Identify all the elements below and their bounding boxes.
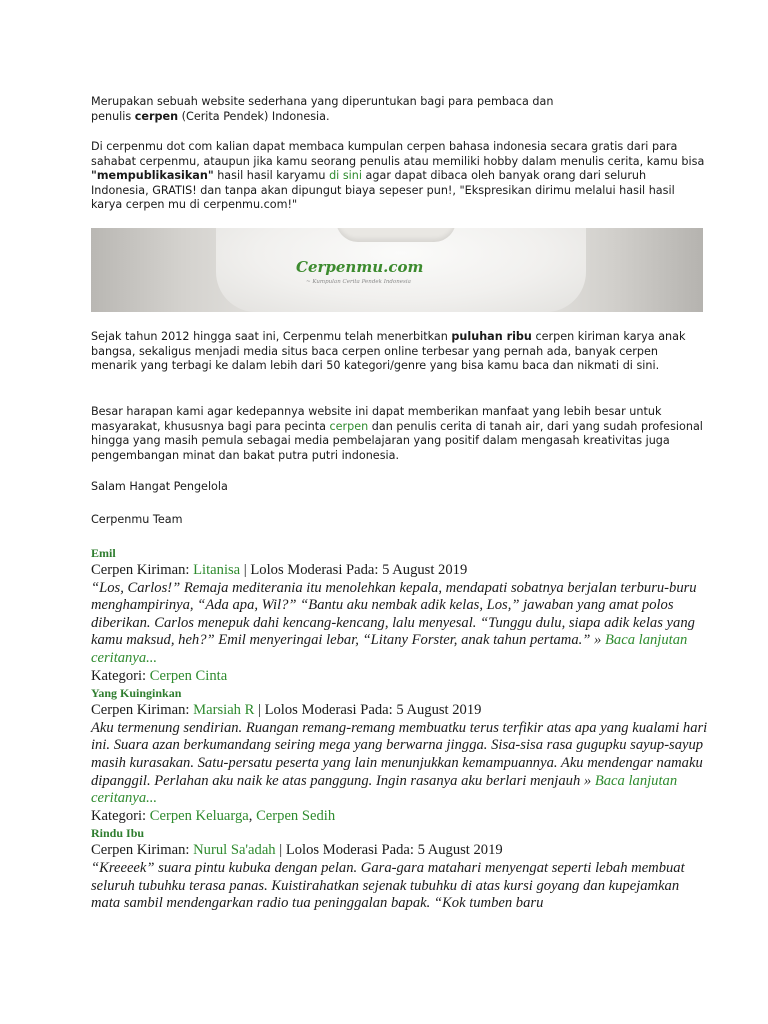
moderasi-label: | Lolos Moderasi Pada: <box>275 842 418 859</box>
story-list <box>91 545 711 913</box>
banner-tagline: ~ Kumpulan Cerita Pendek Indonesia <box>306 279 411 285</box>
cerpen-link[interactable]: cerpen <box>329 419 369 433</box>
kiriman-label: Cerpen Kiriman: <box>91 842 194 859</box>
intro-text: Merupakan sebuah website sederhana yang diperuntukan bagi para pembaca dan <box>91 95 554 108</box>
story-excerpt <box>91 860 711 913</box>
moderasi-label: | Lolos Moderasi Pada: <box>240 562 383 578</box>
category-link[interactable]: Cerpen Cinta <box>149 667 228 684</box>
intro-bold-puluhan: puluhan ribu <box>451 330 532 343</box>
intro-paragraph-1 <box>91 95 706 124</box>
signature <box>91 513 706 528</box>
story-title[interactable]: Emil <box>91 546 116 560</box>
story-title[interactable]: Rindu Ibu <box>91 826 145 841</box>
author-link[interactable]: Nurul Sa'adah <box>193 842 276 859</box>
excerpt-text: “Los, Carlos!” Remaja mediterania itu menolehkan kepala, mendapati sobatnya berjalan terburu-buru menghampirinya, “Ada apa, Wil?” “Bantu aku nembak adik kelas, Los,” jawaban yang amat polos diberikan. Carlos menepuk dahi kencang-kencang, lalu menyesal. “Tunggu dulu, siapa adik kelas yang kamu maksud, heh?” Emil menyeringai lebar, “Litany Forster, anak tahun pertama.” <box>91 579 697 649</box>
arrow-glyph: » <box>590 632 605 649</box>
story-entry <box>91 545 711 685</box>
author-link[interactable]: Marsiah R <box>193 702 255 719</box>
intro-text: penulis <box>91 109 135 123</box>
intro-text: (Cerita Pendek) Indonesia. <box>178 109 330 123</box>
intro-paragraph-2 <box>91 140 706 213</box>
category-link[interactable]: Cerpen Keluarga <box>149 807 249 824</box>
story-meta <box>91 702 711 720</box>
read-more-link[interactable]: Baca lanjutan ceritanya... <box>91 632 688 666</box>
kategori-label: Kategori: <box>91 807 150 824</box>
moderasi-label: | Lolos Moderasi Pada: <box>254 702 397 719</box>
story-meta <box>91 562 711 580</box>
intro-text: cerpen kiriman karya anak bangsa, sekaligus menjadi media situs baca cerpen online terbesar yang pernah ada, banyak cerpen menarik yang terbagi ke dalam lebih dari 50 kategori/genre yang bisa kamu baca dan nikmati di sini. <box>91 330 686 373</box>
story-date: 5 August 2019 <box>396 702 482 719</box>
intro-paragraph-3 <box>91 330 706 374</box>
tshirt-neck <box>336 228 456 242</box>
story-date: 5 August 2019 <box>417 842 503 859</box>
arrow-glyph: » <box>580 772 595 789</box>
intro-text: hasil hasil karyamu <box>213 169 330 183</box>
story-excerpt <box>91 580 711 668</box>
intro-text: Di cerpenmu dot com kalian dapat membaca kumpulan cerpen bahasa indonesia secara gratis dari para sahabat cerpenmu, ataupun jika kamu seorang penulis atau memiliki hobby dalam menulis cerita, kamu bisa <box>91 140 705 168</box>
excerpt-text: Aku termenung sendirian. Ruangan remang-remang membuatku terus terfikir atas apa yang kualami hari ini. Suara azan berkumandang seiring mega yang berwarna jingga. Sisa-sisa rasa gugupku sayup-sayup masih kurasakan. Satu-persatu peserta yang lain menunjukkan kemampuannya. Aku mendengar namaku dipanggil. Perlahan aku naik ke atas panggung. Ingin rasanya aku berlari menjauh <box>91 719 708 789</box>
kiriman-label: Cerpen Kiriman: <box>91 702 194 719</box>
signature-text: Cerpenmu Team <box>91 513 183 526</box>
story-entry <box>91 685 711 825</box>
story-title[interactable]: Yang Kuinginkan <box>91 686 182 701</box>
greeting <box>91 480 706 495</box>
tshirt-banner-image <box>91 228 703 312</box>
excerpt-text: “Kreeeek” suara pintu kubuka dengan pelan. Gara-gara matahari menyengat seperti lebah membuat seluruh tubuhku terasa panas. Kuistirahatkan sejenak tubuhku di atas kursi goyang dan kupejamkan mata sambil mendengarkan radio tua peninggalan bapak. “Kok tumben baru <box>91 859 685 912</box>
story-meta <box>91 842 711 860</box>
greeting-text: Salam Hangat Pengelola <box>91 480 228 493</box>
intro-bold-cerpen: cerpen <box>134 109 179 123</box>
kiriman-label: Cerpen Kiriman: <box>91 562 194 578</box>
category-separator: , <box>248 807 257 824</box>
read-more-link[interactable]: Baca lanjutan ceritanya... <box>91 772 678 807</box>
intro-text: Besar harapan kami agar kedepannya website ini dapat memberikan manfaat yang lebih besar untuk masyarakat, khususnya bagi para pecinta <box>91 405 662 433</box>
story-date: 5 August 2019 <box>382 562 468 578</box>
story-excerpt <box>91 720 711 808</box>
intro-text: agar dapat dibaca oleh banyak orang dari seluruh Indonesia, GRATIS! dan tanpa akan dipungut biaya sepeser pun!, "Ekspresikan dirimu melalui hasil hasil karya cerpen mu di cerpenmu.com!" <box>91 169 675 212</box>
story-categories <box>91 808 711 826</box>
category-link[interactable]: Cerpen Sedih <box>256 807 336 824</box>
intro-text: dan penulis cerita di tanah air, dari yang sudah profesional hingga yang masih pemula sebagai media pembelajaran yang positif dalam mengasah kreativitas juga pengembangan minat dan bakat putra putri indonesia. <box>91 419 703 462</box>
di-sini-link[interactable]: di sini <box>329 169 362 183</box>
author-link[interactable]: Litanisa <box>193 562 241 578</box>
story-categories <box>91 668 711 686</box>
intro-paragraph-4 <box>91 405 706 463</box>
intro-text: Sejak tahun 2012 hingga saat ini, Cerpenmu telah menerbitkan <box>91 330 452 343</box>
intro-bold-publish: "mempublikasikan" <box>91 169 214 183</box>
banner-logo: Cerpenmu.com <box>296 258 424 276</box>
kategori-label: Kategori: <box>91 667 150 684</box>
story-entry <box>91 825 711 912</box>
